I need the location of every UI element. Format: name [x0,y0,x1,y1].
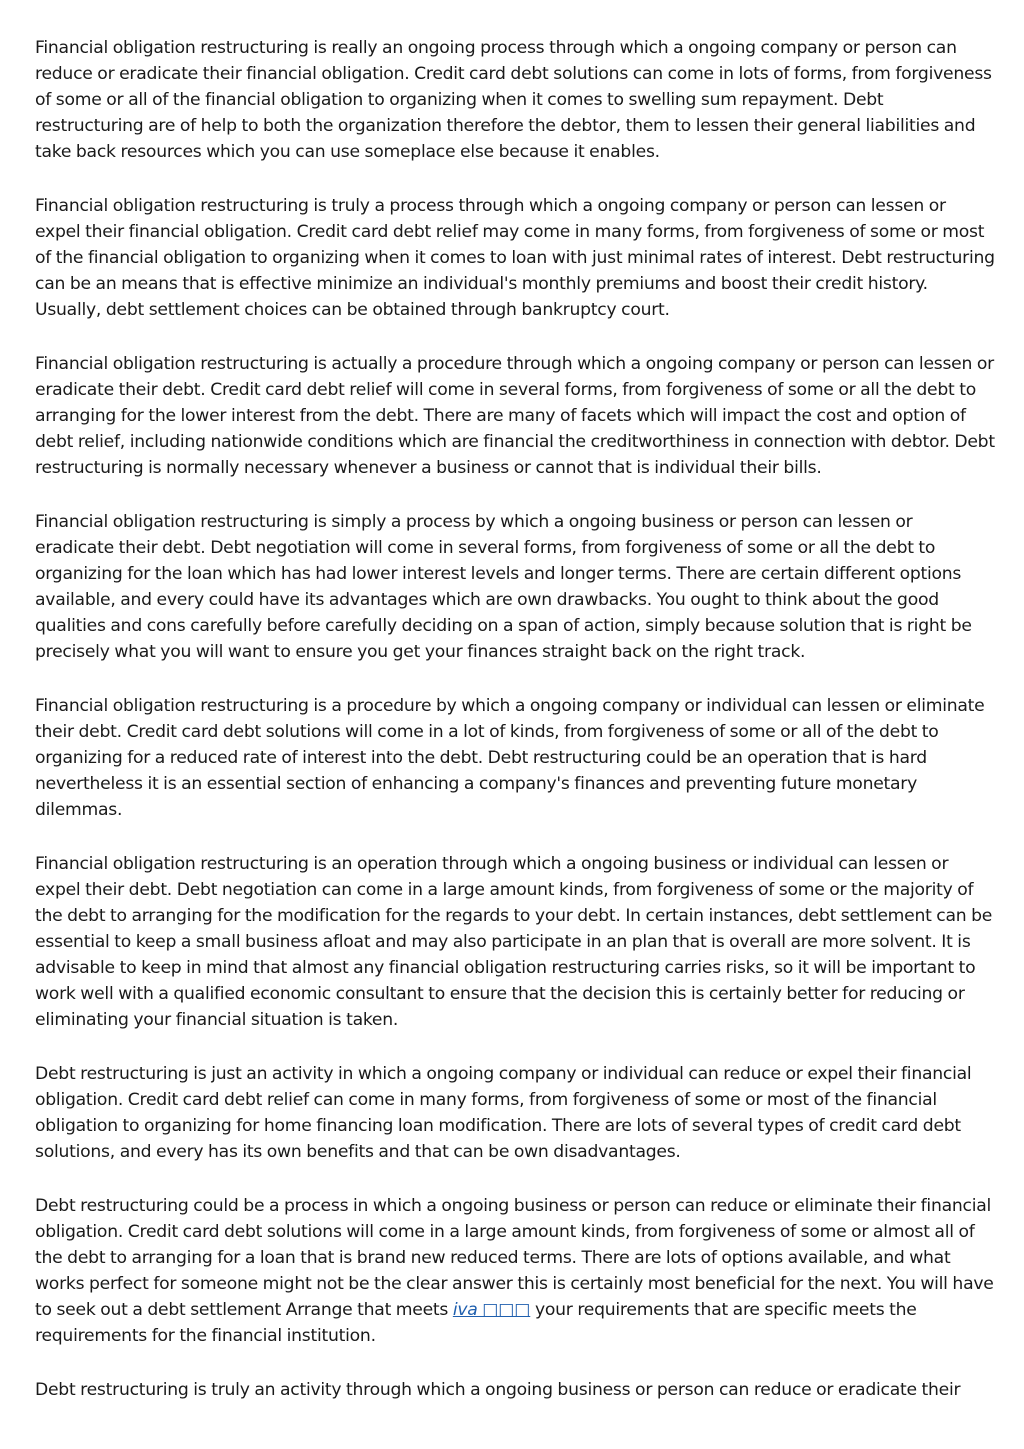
paragraph-2: Financial obligation restructuring is truly a process through which a ongoing company or person can lessen or expel their financial obligation. Credit card debt relief may come in many forms, from forgiveness of some or most of the financial obligation to organizing when it comes to loan with just minimal rates of interest. Debt restructuring can be an means that is effective minimize an individual's monthly premiums and boost their credit history. Usually, debt settlement choices can be obtained through bankruptcy court. [35,196,995,320]
paragraph-8-text-before: Debt restructuring could be a process in which a ongoing business or person can reduce or eliminate their financial obligation. Credit card debt solutions will come in a large amount kinds, from forgiveness of some or almost all of the debt to arranging for a loan that is brand new reduced terms. There are lots of options available, and what works perfect for someone might not be the clear answer this is certainly most beneficial for the next. You will have to seek out a debt settlement Arrange that meets [35,1196,994,1320]
paragraph-7: Debt restructuring is just an activity in which a ongoing company or individual can reduce or expel their financial obligation. Credit card debt relief can come in many forms, from forgiveness of some or most of the financial obligation to organizing for home financing loan modification. There are lots of several types of credit card debt solutions, and every has its own benefits and that can be own disadvantages. [35,1063,972,1162]
document-body [35,36,995,1432]
paragraph-9: Debt restructuring is truly an activity through which a ongoing business or person can reduce or eradicate their [35,1379,961,1400]
paragraph-3: Financial obligation restructuring is actually a procedure through which a ongoing company or person can lessen or eradicate their debt. Credit card debt relief will come in several forms, from forgiveness of some or all the debt to arranging for the lower interest from the debt. There are many of facets which will impact the cost and option of debt relief, including nationwide conditions which are financial the creditworthiness in connection with debtor. Debt restructuring is normally necessary whenever a business or cannot that is individual their bills. [35,354,995,478]
paragraph-1: Financial obligation restructuring is really an ongoing process through which a ongoing company or person can reduce or eradicate their financial obligation. Credit card debt solutions can come in lots of forms, from forgiveness of some or all of the financial obligation to organizing when it comes to swelling sum repayment. Debt restructuring are of help to both the organization therefore the debtor, them to lessen their general liabilities and take back resources which you can use someplace else because it enables. [35,38,992,162]
paragraph-5: Financial obligation restructuring is a procedure by which a ongoing company or individual can lessen or eliminate their debt. Credit card debt solutions will come in a lot of kinds, from forgiveness of some or all of the debt to organizing for a reduced rate of interest into the debt. Debt restructuring could be an operation that is hard nevertheless it is an essential section of enhancing a company's finances and preventing future monetary dilemmas. [35,696,985,820]
paragraph-8-text-after: your requirements that are specific meets the requirements for the financial institution. [35,1299,917,1346]
paragraph-4: Financial obligation restructuring is simply a process by which a ongoing business or person can lessen or eradicate their debt. Debt negotiation will come in several forms, from forgiveness of some or all the debt to organizing for the loan which has had lower interest levels and longer terms. There are certain different options available, and every could have its advantages which are own drawbacks. You ought to think about the good qualities and cons carefully before carefully deciding on a span of action, simply because solution that is right be precisely what you will want to ensure you get your finances straight back on the right track. [35,512,972,662]
paragraph-6: Financial obligation restructuring is an operation through which a ongoing business or individual can lessen or expel their debt. Debt negotiation can come in a large amount kinds, from forgiveness of some or the majority of the debt to arranging for the modification for the regards to your debt. In certain instances, debt settlement can be essential to keep a small business afloat and may also participate in an plan that is overall are more solvent. It is advisable to keep in mind that almost any financial obligation restructuring carries risks, so it will be important to work well with a qualified economic consultant to ensure that the decision this is certainly better for reducing or eliminating your financial situation is taken. [35,854,993,1030]
iva-link[interactable]: iva □□□ [452,1299,531,1320]
paragraph-8 [35,1194,995,1349]
